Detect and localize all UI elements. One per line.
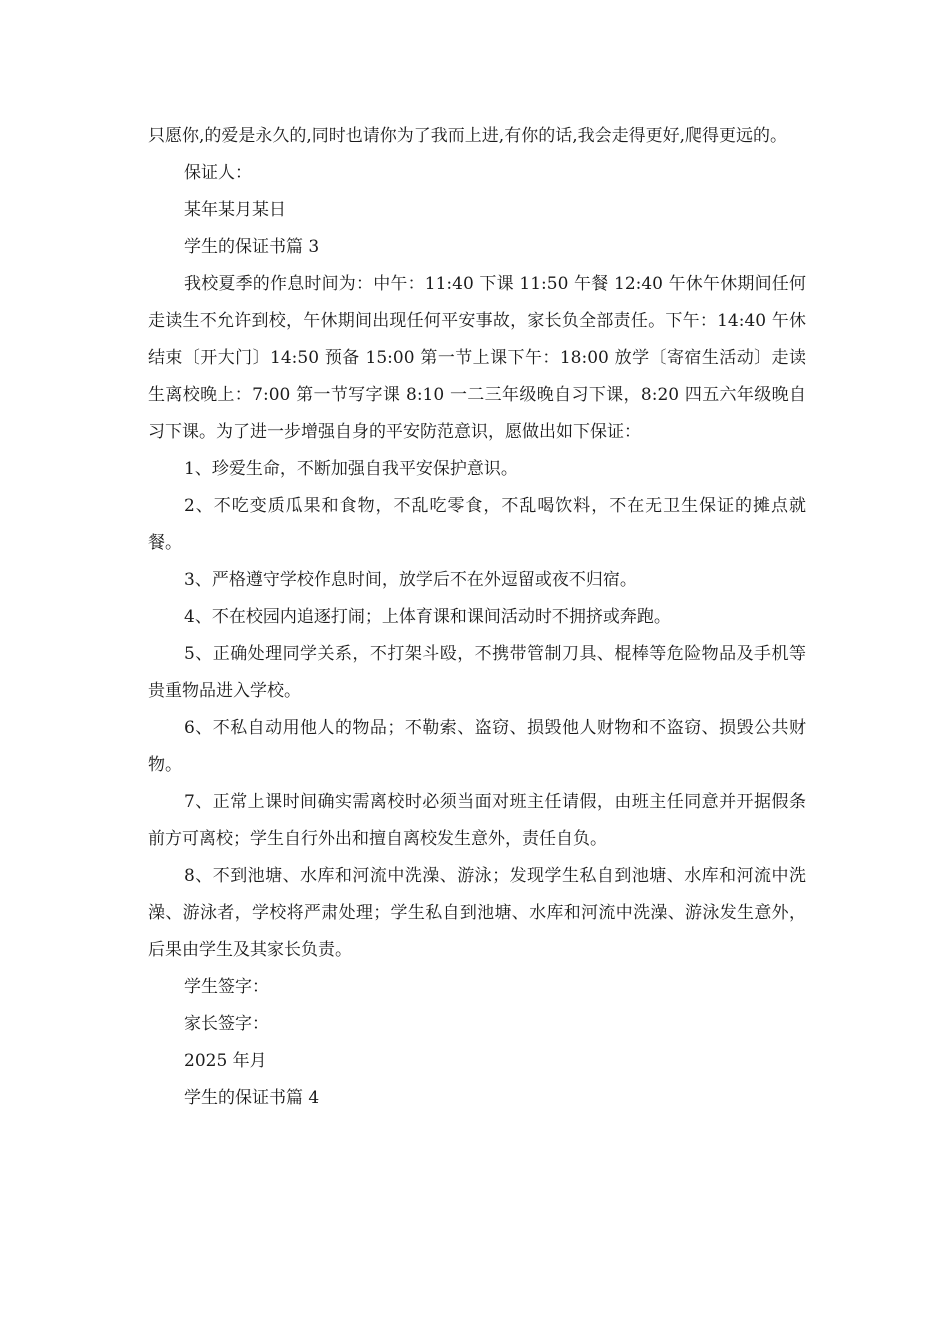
- rule-item-4: 4、不在校园内追逐打闹；上体育课和课间活动时不拥挤或奔跑。: [184, 607, 671, 627]
- rule-item-8: 8、不到池塘、水库和河流中洗澡、游泳；发现学生私自到池塘、水库和河流中洗澡、游泳者，学校将严肃处理；学生私自到池塘、水库和河流中洗澡、游泳发生意外，后果由学生及其家长负责。: [148, 866, 806, 960]
- document-page: [148, 118, 806, 1117]
- rule-item-5: 5、正确处理同学关系，不打架斗殴，不携带管制刀具、棍棒等危险物品及手机等贵重物品进入学校。: [148, 644, 806, 701]
- parent-signature-label: 家长签字：: [184, 1014, 269, 1034]
- student-signature-label: 学生签字：: [184, 977, 269, 997]
- rule-item-6: 6、不私自动用他人的物品；不勒索、盗窃、损毁他人财物和不盗窃、损毁公共财物。: [148, 718, 806, 775]
- section-title-4: 学生的保证书篇 4: [184, 1088, 320, 1108]
- section-title-3: 学生的保证书篇 3: [184, 237, 320, 257]
- rule-item-1: 1、珍爱生命，不断加强自我平安保护意识。: [184, 459, 518, 479]
- guarantor-label: 保证人：: [184, 163, 252, 183]
- rule-item-7: 7、正常上课时间确实需离校时必须当面对班主任请假，由班主任同意并开据假条前方可离校；学生自行外出和擅自离校发生意外，责任自负。: [148, 792, 806, 849]
- rule-item-3: 3、严格遵守学校作息时间，放学后不在外逗留或夜不归宿。: [184, 570, 637, 590]
- date-placeholder: 某年某月某日: [184, 200, 286, 220]
- signature-date: 2025 年月: [184, 1051, 267, 1071]
- closing-paragraph: 只愿你,的爱是永久的,同时也请你为了我而上进,有你的话,我会走得更好,爬得更远的。: [148, 126, 788, 146]
- rule-item-2: 2、不吃变质瓜果和食物，不乱吃零食，不乱喝饮料，不在无卫生保证的摊点就餐。: [148, 496, 806, 553]
- schedule-paragraph: 我校夏季的作息时间为：中午：11:40 下课 11:50 午餐 12:40 午休午休期间任何走读生不允许到校，午休期间出现任何平安事故，家长负全部责任。下午：14:40 午休结束〔开大门〕14:50 预备 15:00 第一节上课下午：18:00 放学〔寄宿生活动〕走读生离校晚上：7:00 第一节写字课 8:10 一二三年级晚自习下课，8:20 四五六年级晚自习下课。为了进一步增强自身的平安防范意识，愿做出如下保证：: [148, 274, 806, 442]
